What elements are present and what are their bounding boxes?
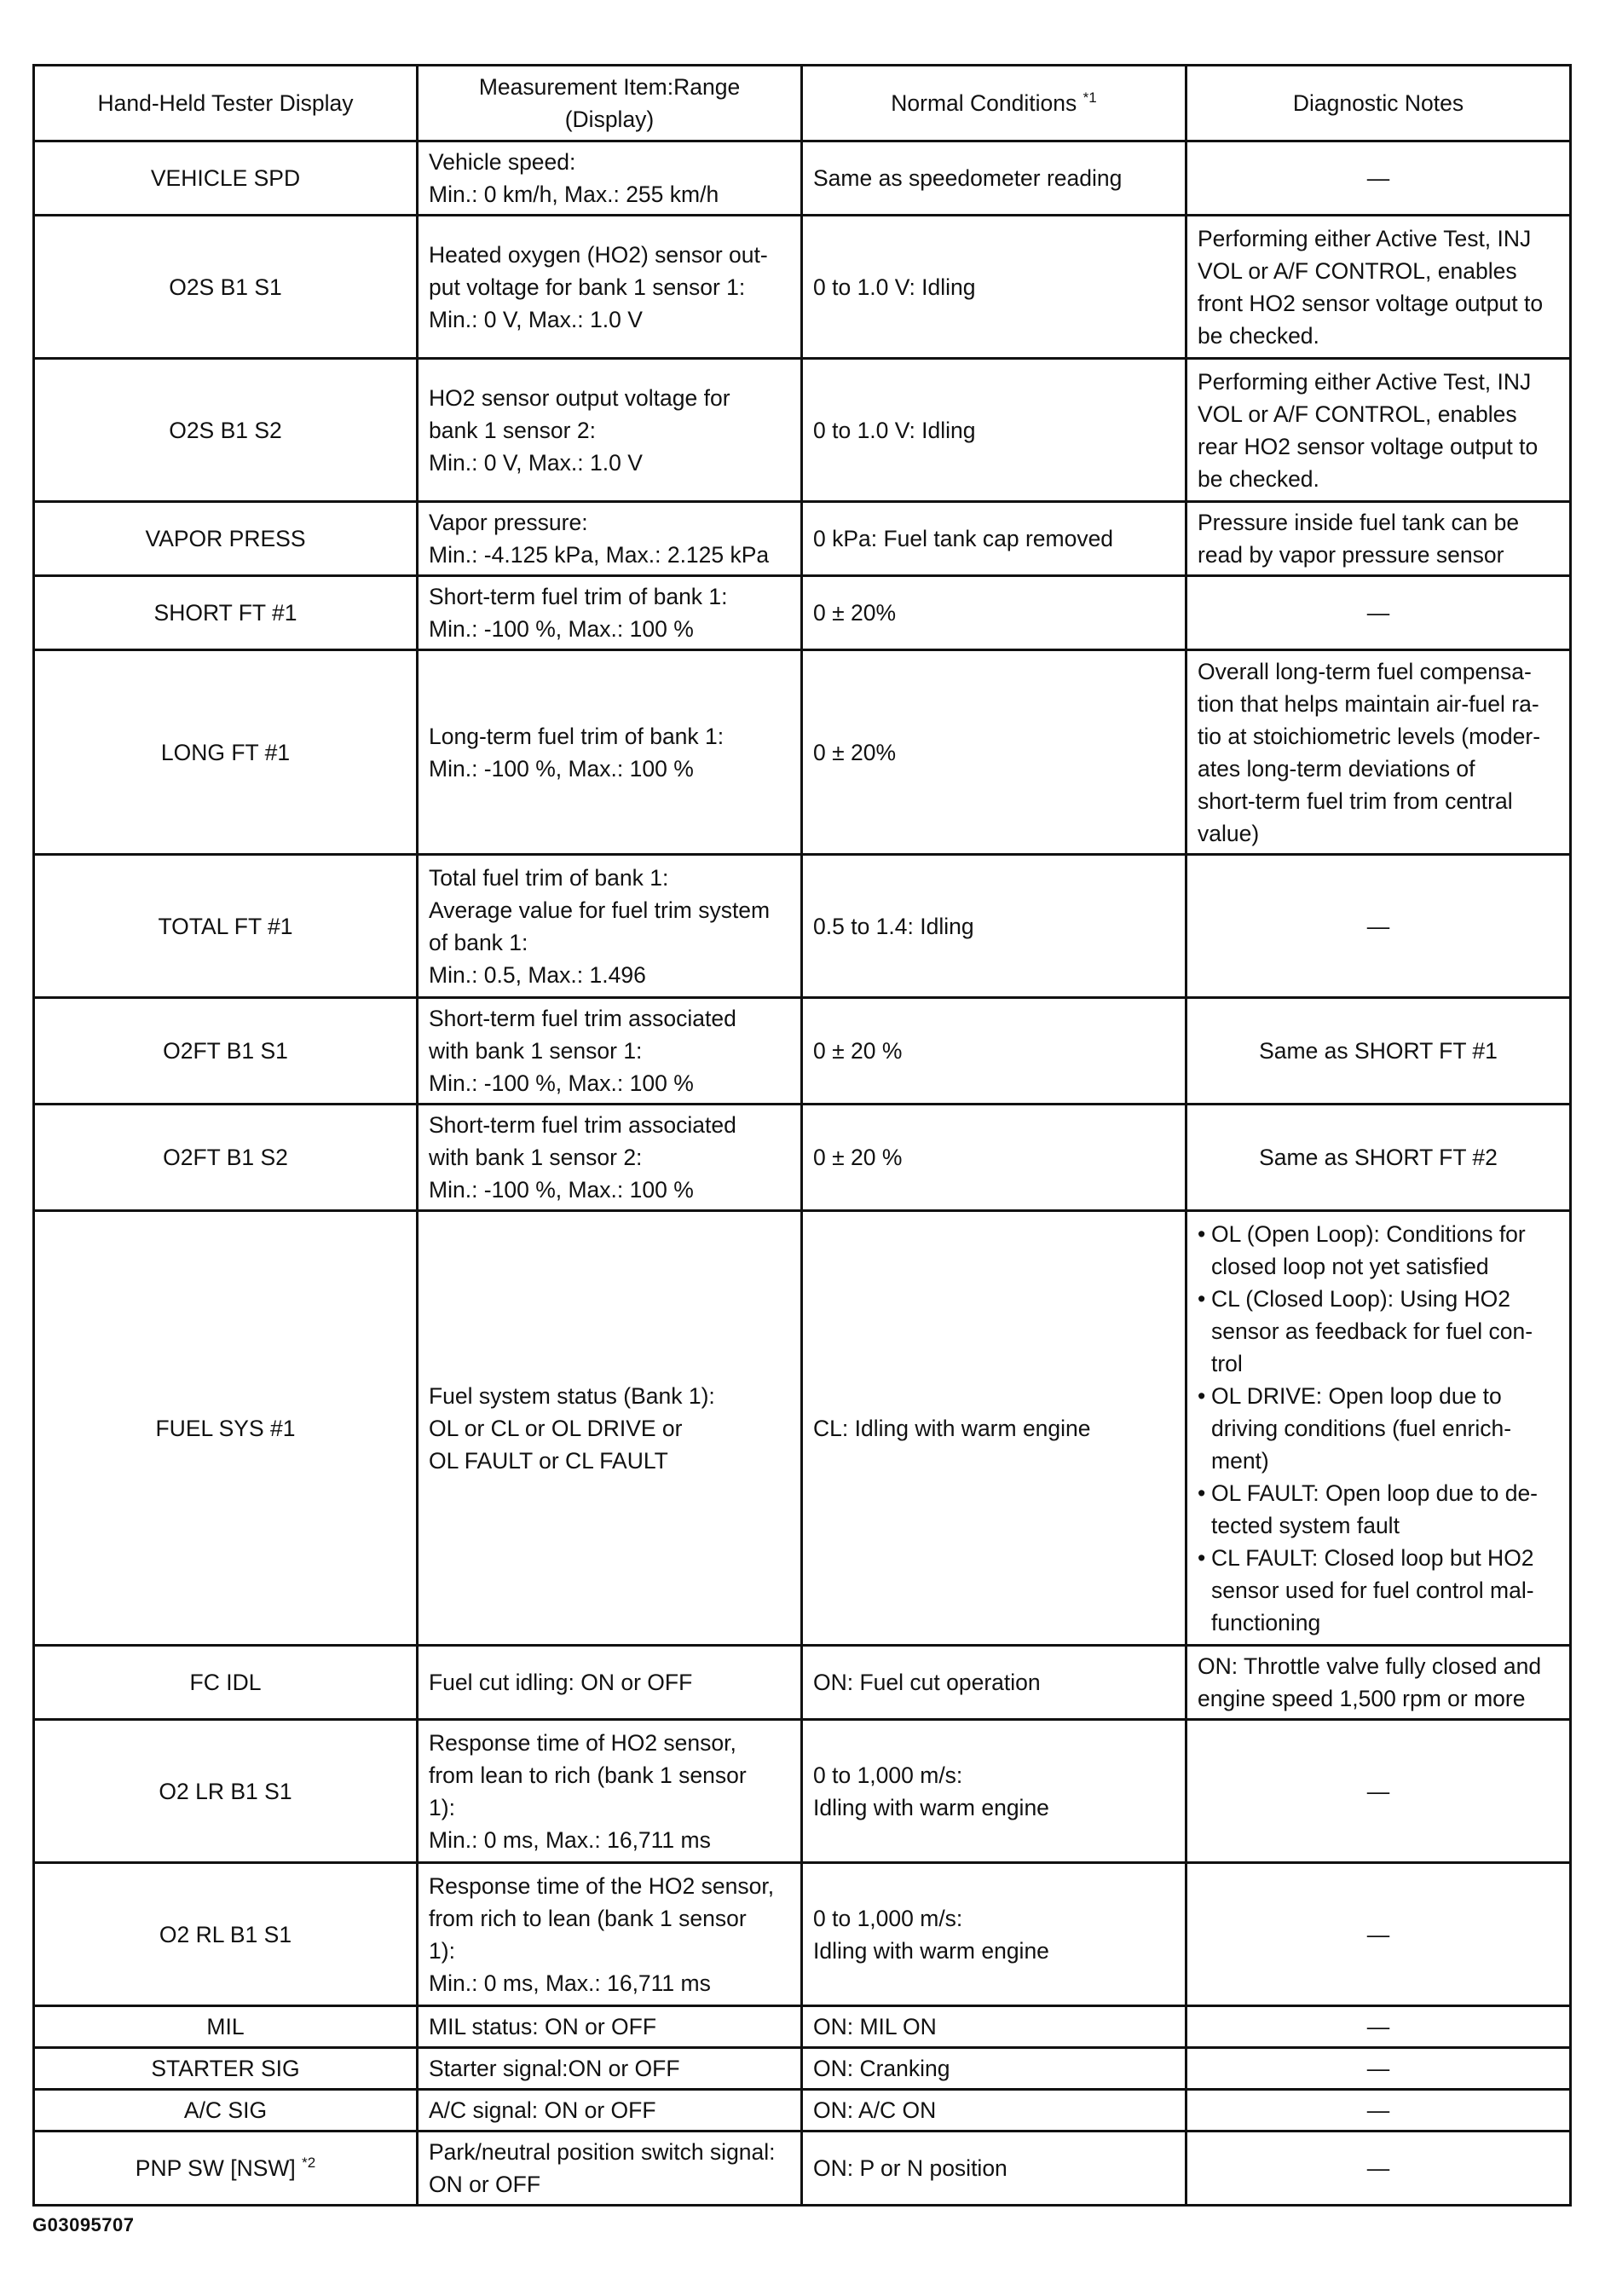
list-item: • OL (Open Loop): Conditions for closed loop not yet satisfied <box>1198 1218 1559 1283</box>
cell-diagnostic-notes <box>1186 1211 1571 1646</box>
cell-measurement-item: Starter signal:ON or OFF <box>418 2048 802 2090</box>
cell-measurement-item: Short-term fuel trim associated with bank 1 sensor 2: Min.: -100 %, Max.: 100 % <box>418 1105 802 1211</box>
list-item: • CL FAULT: Closed loop but HO2 sensor used for fuel control mal- functioning <box>1198 1542 1559 1639</box>
cell-measurement-item: Short-term fuel trim of bank 1: Min.: -100 %, Max.: 100 % <box>418 576 802 650</box>
cell-normal-conditions: 0 to 1,000 m/s: Idling with warm engine <box>802 1863 1186 2006</box>
tester-data-table <box>32 64 1572 2207</box>
cell-normal-conditions: 0 ± 20 % <box>802 998 1186 1105</box>
cell-display: O2S B1 S1 <box>34 216 418 359</box>
cell-display: MIL <box>34 2006 418 2048</box>
cell-measurement-item: MIL status: ON or OFF <box>418 2006 802 2048</box>
figure-id: G03095707 <box>32 2214 135 2235</box>
cell-display: O2S B1 S2 <box>34 359 418 502</box>
cell-diagnostic-notes: Pressure inside fuel tank can be read by vapor pressure sensor <box>1186 502 1571 576</box>
cell-diagnostic-notes: — <box>1186 2048 1571 2090</box>
cell-display: STARTER SIG <box>34 2048 418 2090</box>
cell-diagnostic-notes: ON: Throttle valve fully closed and engine speed 1,500 rpm or more <box>1186 1646 1571 1720</box>
footnote-marker: *1 <box>1083 89 1097 107</box>
cell-diagnostic-notes: — <box>1186 2132 1571 2206</box>
cell-measurement-item: Fuel system status (Bank 1): OL or CL or OL DRIVE or OL FAULT or CL FAULT <box>418 1211 802 1646</box>
table-row <box>34 998 1571 1105</box>
table-row <box>34 2048 1571 2090</box>
cell-normal-conditions: ON: MIL ON <box>802 2006 1186 2048</box>
cell-measurement-item: Fuel cut idling: ON or OFF <box>418 1646 802 1720</box>
cell-normal-conditions: ON: Fuel cut operation <box>802 1646 1186 1720</box>
cell-measurement-item: Park/neutral position switch signal: ON or OFF <box>418 2132 802 2206</box>
cell-measurement-item: Vapor pressure: Min.: -4.125 kPa, Max.: 2.125 kPa <box>418 502 802 576</box>
cell-diagnostic-notes: — <box>1186 141 1571 216</box>
cell-normal-conditions: 0 ± 20% <box>802 576 1186 650</box>
table-row <box>34 359 1571 502</box>
table-row <box>34 2090 1571 2132</box>
cell-measurement-item: Vehicle speed: Min.: 0 km/h, Max.: 255 km/h <box>418 141 802 216</box>
cell-diagnostic-notes: — <box>1186 2006 1571 2048</box>
cell-display: O2 RL B1 S1 <box>34 1863 418 2006</box>
cell-diagnostic-notes: — <box>1186 855 1571 998</box>
cell-display: VAPOR PRESS <box>34 502 418 576</box>
cell-measurement-item: Response time of the HO2 sensor, from rich to lean (bank 1 sensor 1): Min.: 0 ms, Max.: 16,711 ms <box>418 1863 802 2006</box>
table-row <box>34 2006 1571 2048</box>
cell-display: PNP SW [NSW] $^{*2}$ <box>34 2132 418 2206</box>
list-item: • OL DRIVE: Open loop due to driving conditions (fuel enrich- ment) <box>1198 1380 1559 1477</box>
cell-display: A/C SIG <box>34 2090 418 2132</box>
table-row <box>34 2132 1571 2206</box>
table-row <box>34 216 1571 359</box>
cell-measurement-item: Total fuel trim of bank 1: Average value for fuel trim system of bank 1: Min.: 0.5, Max.: 1.496 <box>418 855 802 998</box>
cell-diagnostic-notes: — <box>1186 1720 1571 1863</box>
cell-normal-conditions: CL: Idling with warm engine <box>802 1211 1186 1646</box>
cell-diagnostic-notes: Performing either Active Test, INJ VOL or A/F CONTROL, enables front HO2 sensor voltage output to be checked. <box>1186 216 1571 359</box>
notes-bullet-list <box>1198 1218 1559 1639</box>
cell-normal-conditions: 0 kPa: Fuel tank cap removed <box>802 502 1186 576</box>
cell-measurement-item: A/C signal: ON or OFF <box>418 2090 802 2132</box>
cell-normal-conditions: Same as speedometer reading <box>802 141 1186 216</box>
cell-normal-conditions: 0 ± 20 % <box>802 1105 1186 1211</box>
list-item: • CL (Closed Loop): Using HO2 sensor as feedback for fuel con- trol <box>1198 1283 1559 1380</box>
cell-normal-conditions: 0 to 1.0 V: Idling <box>802 359 1186 502</box>
cell-diagnostic-notes: — <box>1186 1863 1571 2006</box>
cell-display: O2FT B1 S2 <box>34 1105 418 1211</box>
cell-diagnostic-notes: Same as SHORT FT #2 <box>1186 1105 1571 1211</box>
cell-normal-conditions: ON: P or N position <box>802 2132 1186 2206</box>
table-row <box>34 1863 1571 2006</box>
table-row <box>34 1211 1571 1646</box>
table-row <box>34 1105 1571 1211</box>
table-body <box>34 141 1571 2206</box>
cell-normal-conditions: 0.5 to 1.4: Idling <box>802 855 1186 998</box>
cell-display: O2FT B1 S1 <box>34 998 418 1105</box>
cell-display: LONG FT #1 <box>34 650 418 855</box>
table-row <box>34 650 1571 855</box>
table-row <box>34 502 1571 576</box>
cell-measurement-item: Heated oxygen (HO2) sensor out- put voltage for bank 1 sensor 1: Min.: 0 V, Max.: 1.0 V <box>418 216 802 359</box>
table-row <box>34 1646 1571 1720</box>
header-measurement-item: Measurement Item:Range (Display) <box>418 66 802 141</box>
cell-normal-conditions: ON: Cranking <box>802 2048 1186 2090</box>
cell-display: O2 LR B1 S1 <box>34 1720 418 1863</box>
header-diagnostic-notes: Diagnostic Notes <box>1186 66 1571 141</box>
cell-diagnostic-notes: Same as SHORT FT #1 <box>1186 998 1571 1105</box>
cell-normal-conditions: 0 to 1.0 V: Idling <box>802 216 1186 359</box>
header-normal-conditions: Normal Conditions $^{*1}$ <box>802 66 1186 141</box>
cell-measurement-item: Long-term fuel trim of bank 1: Min.: -100 %, Max.: 100 % <box>418 650 802 855</box>
cell-measurement-item: Response time of HO2 sensor, from lean to rich (bank 1 sensor 1): Min.: 0 ms, Max.: 16,711 ms <box>418 1720 802 1863</box>
table-row <box>34 1720 1571 1863</box>
cell-display: VEHICLE SPD <box>34 141 418 216</box>
cell-display: FC IDL <box>34 1646 418 1720</box>
cell-diagnostic-notes: Performing either Active Test, INJ VOL or A/F CONTROL, enables rear HO2 sensor voltage output to be checked. <box>1186 359 1571 502</box>
cell-display: FUEL SYS #1 <box>34 1211 418 1646</box>
table-row <box>34 141 1571 216</box>
cell-diagnostic-notes: Overall long-term fuel compensa- tion that helps maintain air-fuel ra- tio at stoichiometric levels (moder- ates long-term deviations of short-term fuel trim from central value) <box>1186 650 1571 855</box>
table-row <box>34 855 1571 998</box>
cell-display: TOTAL FT #1 <box>34 855 418 998</box>
cell-normal-conditions: 0 to 1,000 m/s: Idling with warm engine <box>802 1720 1186 1863</box>
diagnostic-data-list <box>32 64 1569 2207</box>
cell-diagnostic-notes: — <box>1186 2090 1571 2132</box>
footnote-marker: *2 <box>302 2155 316 2172</box>
cell-measurement-item: HO2 sensor output voltage for bank 1 sensor 2: Min.: 0 V, Max.: 1.0 V <box>418 359 802 502</box>
header-display: Hand-Held Tester Display <box>34 66 418 141</box>
cell-normal-conditions: ON: A/C ON <box>802 2090 1186 2132</box>
cell-diagnostic-notes: — <box>1186 576 1571 650</box>
cell-normal-conditions: 0 ± 20% <box>802 650 1186 855</box>
table-row <box>34 576 1571 650</box>
cell-measurement-item: Short-term fuel trim associated with bank 1 sensor 1: Min.: -100 %, Max.: 100 % <box>418 998 802 1105</box>
list-item: • OL FAULT: Open loop due to de- tected system fault <box>1198 1477 1559 1542</box>
header-row <box>34 66 1571 141</box>
cell-display: SHORT FT #1 <box>34 576 418 650</box>
